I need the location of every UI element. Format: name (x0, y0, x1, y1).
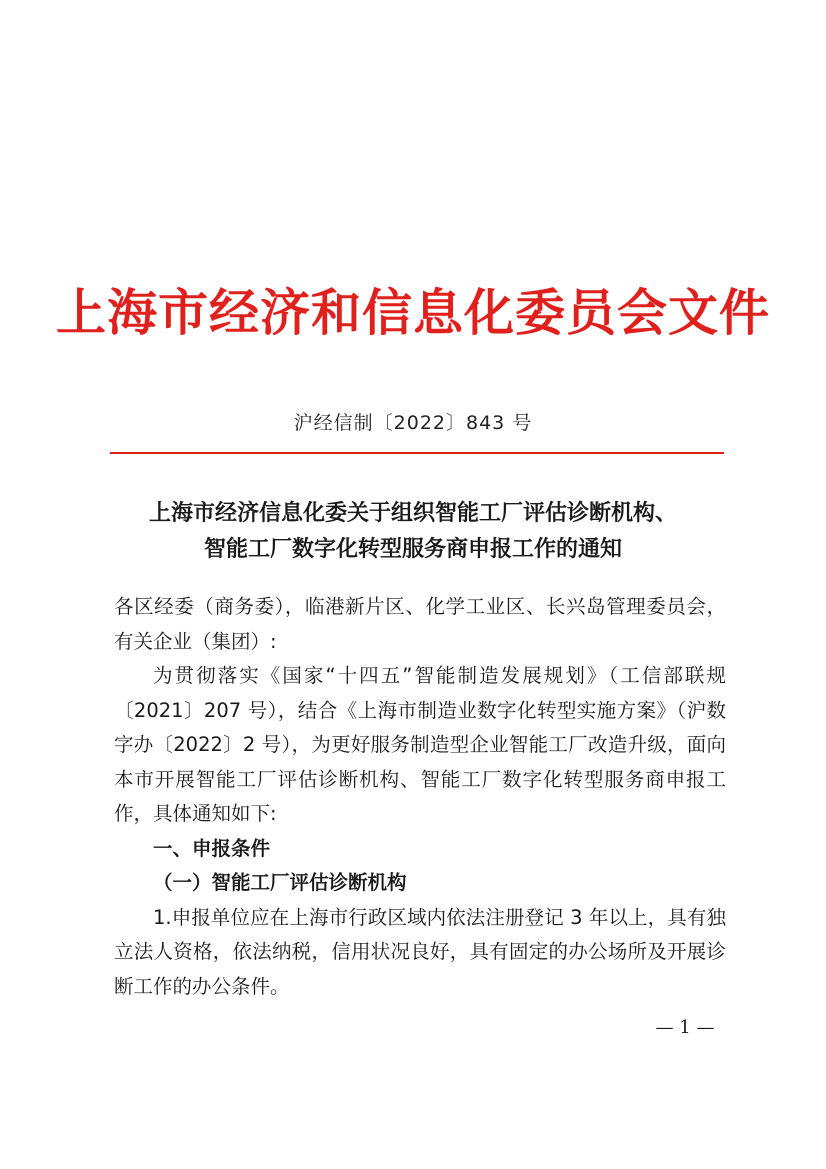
subsection-heading-assessment-institutions: （一）智能工厂评估诊断机构 (153, 871, 407, 894)
intro-paragraph: 为贯彻落实《国家“十四五”智能制造发展规划》（工信部联规〔2021〕207 号），结合《上海市制造业数字化转型实施方案》（沪数字办〔2022〕2 号），为更好服务制造型企业智能工厂改造升级，面向本市开展智能工厂评估诊断机构、智能工厂数字化转型服务商申报工作，具体通知如下: (114, 664, 726, 825)
issuing-authority-title: 上海市经济和信息化委员会文件 (56, 283, 770, 342)
notice-body (114, 590, 726, 1004)
notice-title-line-2: 智能工厂数字化转型服务商申报工作的通知 (203, 536, 622, 562)
page-number: — 1 — (655, 1017, 715, 1038)
addressees-paragraph: 各区经委（商务委），临港新片区、化学工业区、长兴岛管理委员会，有关企业（集团）: (114, 595, 726, 653)
notice-title-line-1: 上海市经济信息化委关于组织智能工厂评估诊断机构、 (148, 500, 677, 526)
document-number: 沪经信制〔2022〕843 号 (293, 412, 533, 434)
condition-item-1: 1.申报单位应在上海市行政区域内依法注册登记 3 年以上，具有独立法人资格，依法纳税，信用状况良好，具有固定的办公场所及开展诊断工作的办公条件。 (114, 905, 726, 998)
section-heading-application-conditions: 一、申报条件 (153, 836, 271, 860)
red-divider-line (110, 452, 724, 454)
notice-title (100, 495, 726, 567)
